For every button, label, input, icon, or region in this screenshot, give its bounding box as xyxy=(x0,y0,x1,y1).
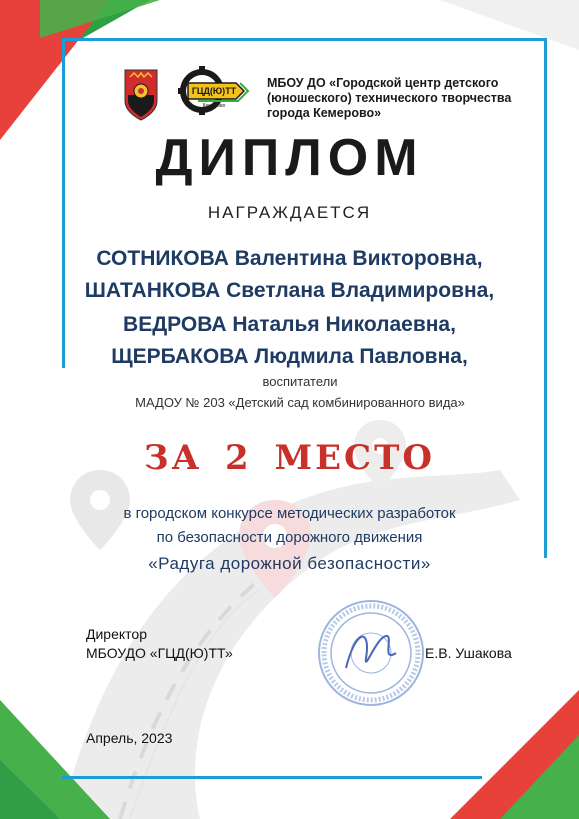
recipient-name-3: ВЕДРОВА Наталья Николаевна, xyxy=(123,313,456,336)
signature-title xyxy=(86,625,233,663)
recipient-name-2: ШАТАНКОВА Светлана Владимировна, xyxy=(84,279,495,302)
diploma-title: ДИПЛОМ xyxy=(155,129,424,187)
logo-subtext: Кемерово xyxy=(202,103,226,109)
awarded-label: НАГРАЖДАЕТСЯ xyxy=(207,203,372,222)
place-award: ЗА 2 МЕСТО xyxy=(143,438,436,478)
logo-text: ГЦД(Ю)ТТ xyxy=(191,86,237,96)
organization-name: МБОУ ДО «Городской центр детского (юношеского) технического творчества города Кемерово» xyxy=(267,76,512,120)
frame-top xyxy=(62,38,547,41)
recipient-name-1: СОТНИКОВА Валентина Викторовна, xyxy=(96,247,483,270)
recipient-role: воспитатели xyxy=(262,374,338,389)
corner-green-strip xyxy=(40,0,160,38)
official-stamp-icon xyxy=(316,598,426,708)
signature-title-line1: Директор xyxy=(86,626,147,642)
signer-name: Е.В. Ушакова xyxy=(425,645,512,661)
signature-title-line2: МБОУДО «ГЦД(Ю)ТТ» xyxy=(86,645,233,661)
coat-of-arms-icon xyxy=(124,69,158,121)
corner-grey-top-right xyxy=(440,0,579,50)
institution-name: МАДОУ № 203 «Детский сад комбинированного вида» xyxy=(135,395,465,410)
issue-date: Апрель, 2023 xyxy=(86,730,173,746)
contest-name: «Радуга дорожной безопасности» xyxy=(148,554,431,573)
contest-description-line1: в городском конкурсе методических разработок xyxy=(123,505,456,522)
contest-description-line2: по безопасности дорожного движения xyxy=(156,529,423,546)
frame-bottom xyxy=(62,776,482,779)
recipient-name-4: ЩЕРБАКОВА Людмила Павловна, xyxy=(111,345,468,368)
gcd-logo-icon xyxy=(178,65,252,115)
